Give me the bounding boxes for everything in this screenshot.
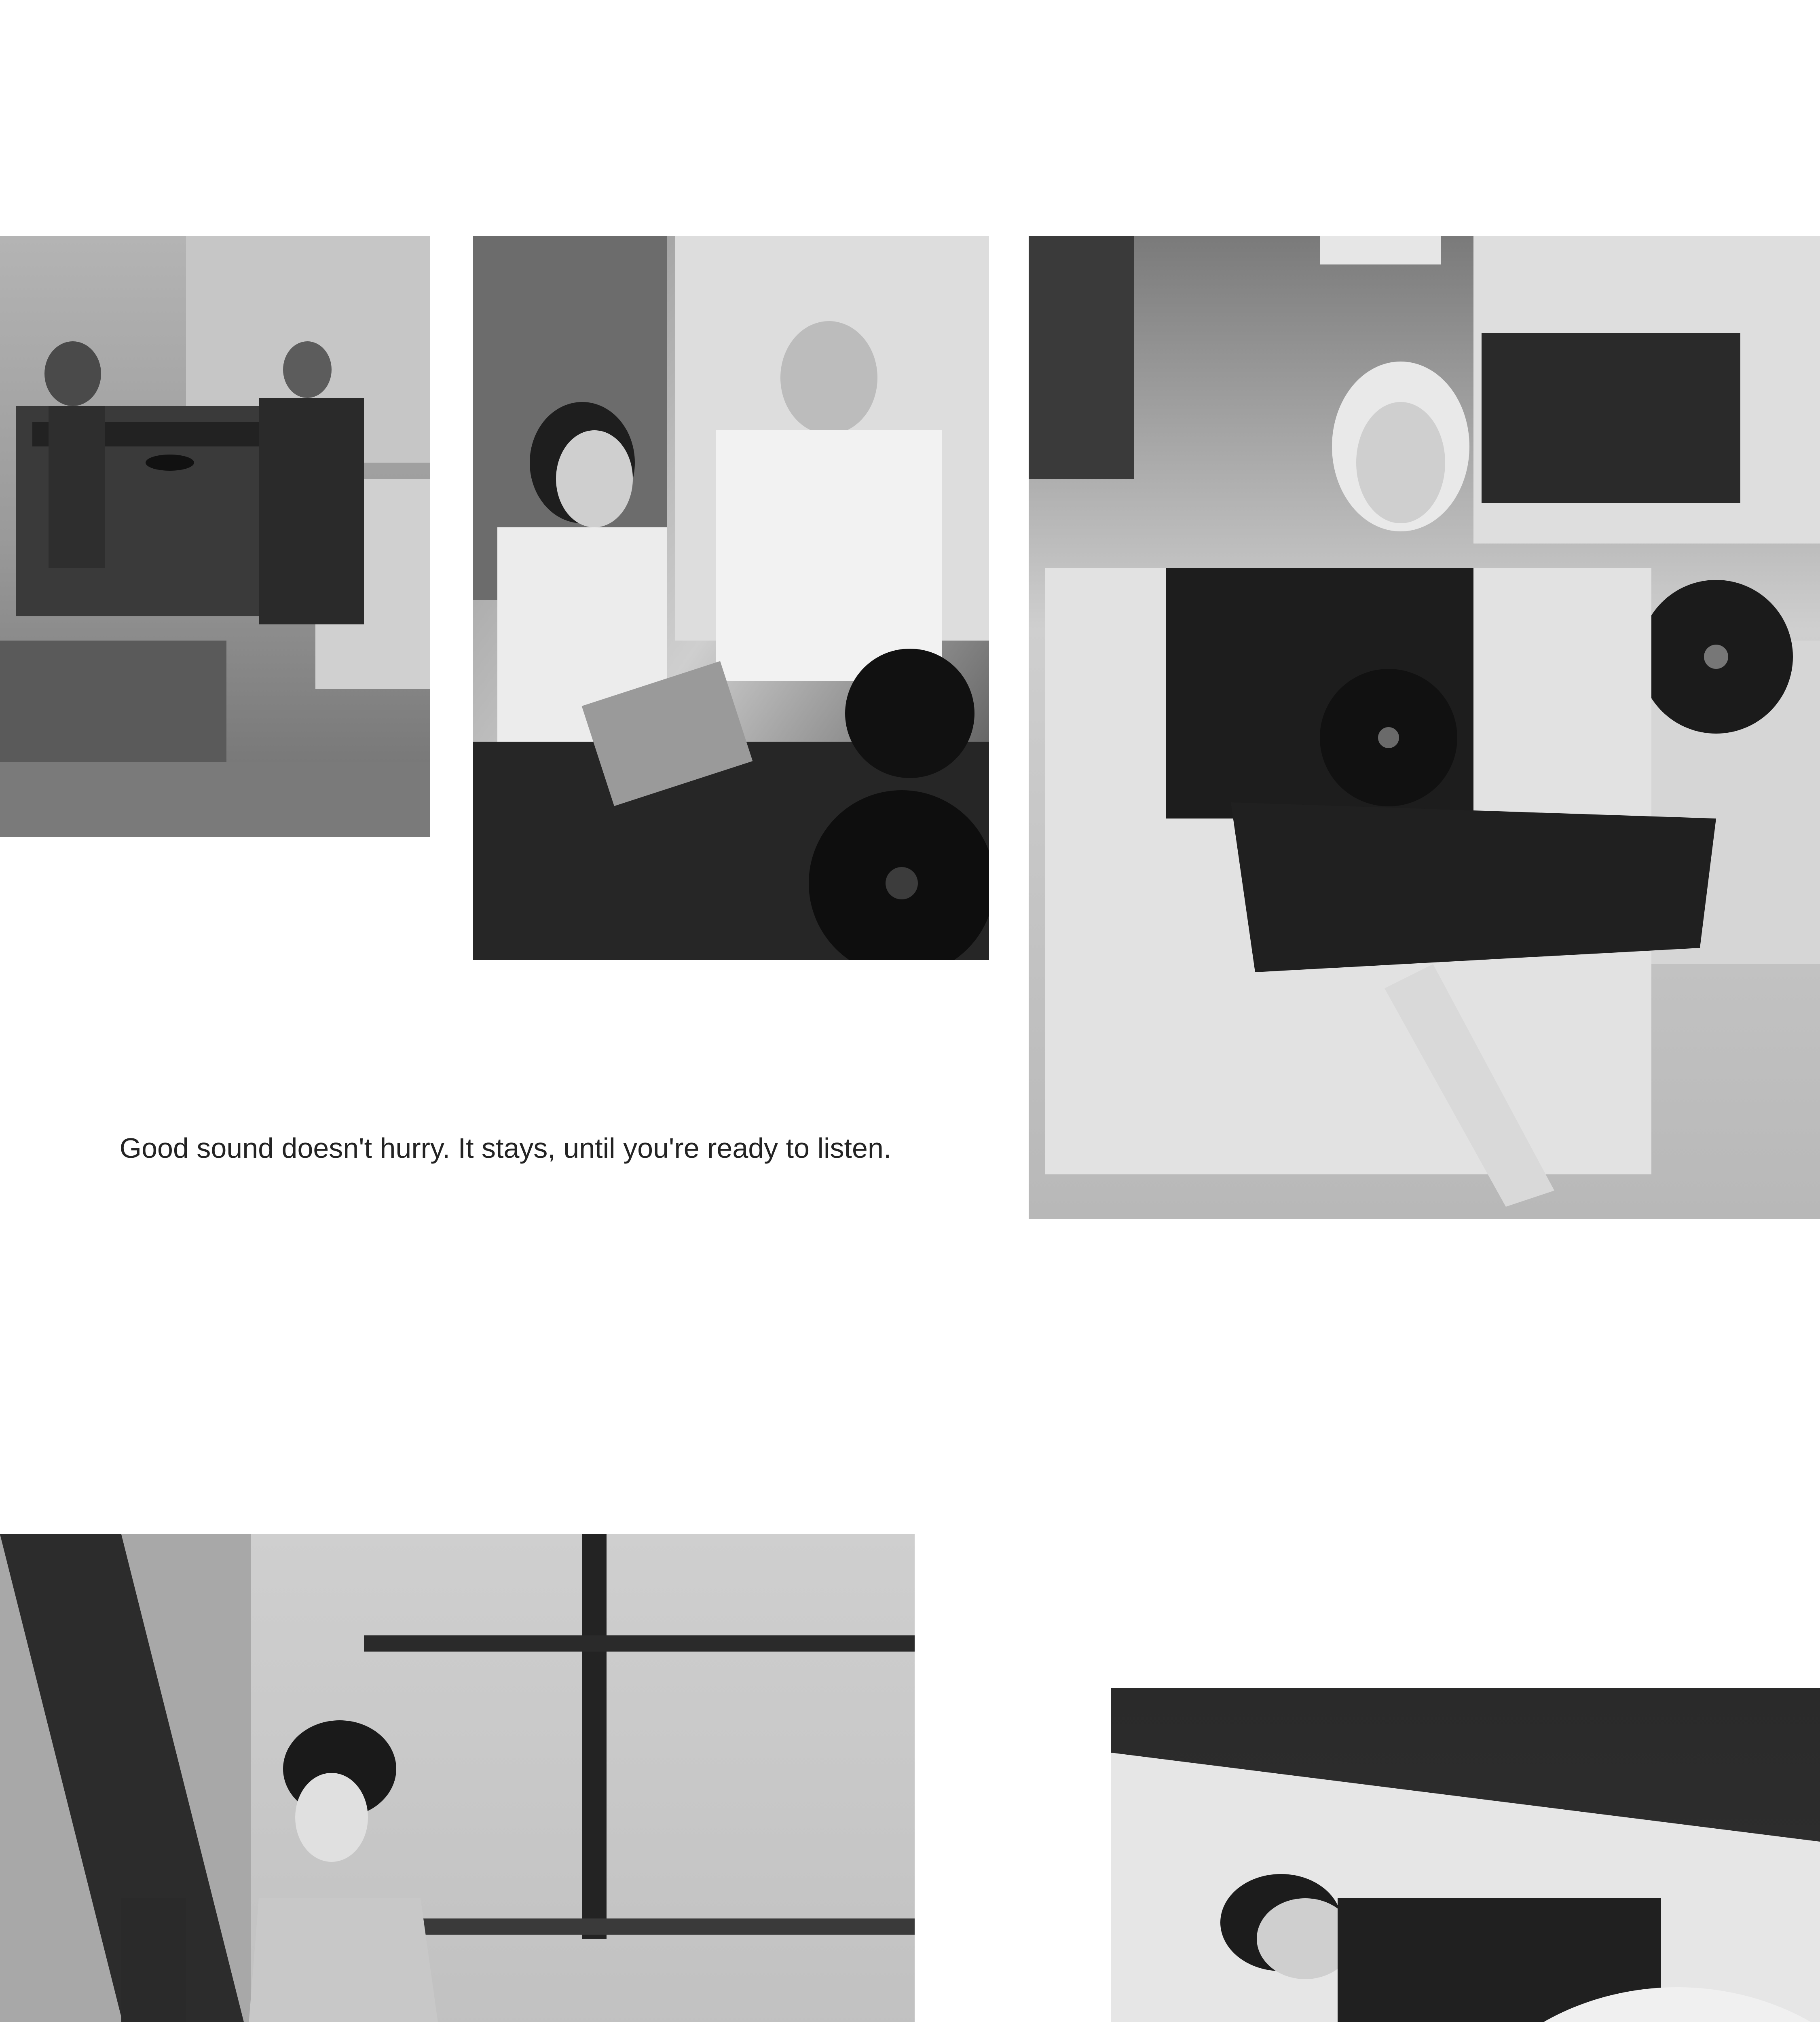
dancing-woman-with-guitarists-photo <box>0 1534 915 2022</box>
man-in-hammock-with-turntable-photo <box>1111 1688 1820 2022</box>
couple-at-record-console-photo <box>0 236 430 837</box>
gallery-caption: Good sound doesn't hurry. It stays, until you're ready to listen. <box>119 1132 892 1164</box>
woman-on-couch-with-record-photo <box>1029 236 1820 1219</box>
couple-sorting-records-photo <box>473 236 989 960</box>
